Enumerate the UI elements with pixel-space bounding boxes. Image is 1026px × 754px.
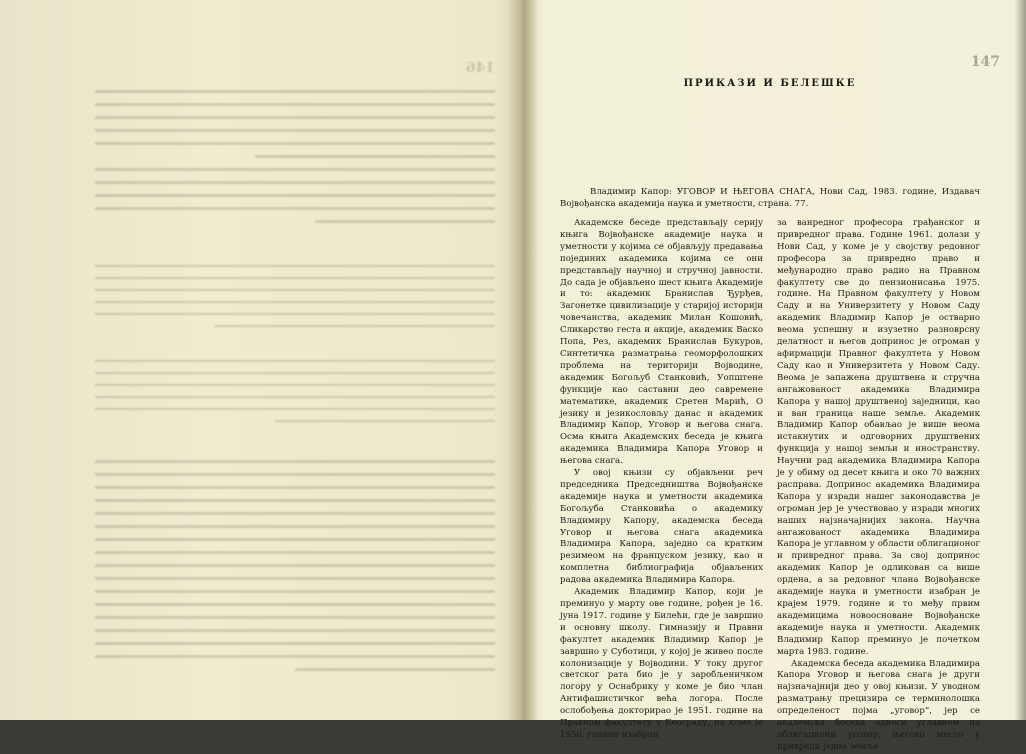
paragraph: Академик Владимир Капор, који је преминуо у марту ове године, рођен је 16. јуна 1917. године у Билећи, где је завршио и основну школу. Гимназију и Правни факултет академик Владимир Капор је завршио у Суботици, у којој је живео после колонизације у Војводини. У току другог светског рата био је у заробљеничком логору у Оснабрику у коме је био члан Антифашистичког већа логора. После ослобођења докторирао је 1951. године на Правном факултету у Београду, на коме је 1956. године изабран	[560, 587, 763, 740]
paragraph: Академске беседе представљају серију књига Војвођанске академије наука и уметности у којима се објављују предавања појединих академика којима се они представљају научној и стручној јавности. До сада је објављено шест књига Академије и то: академик Бранислав Ђурђев, Загонетке цивилизације у старијој историји човечанства, академик Милан Кошовић, Сликарство геста и акције, академик Васко Попа, Рез, академик Бранислав Букуров, Синтетичка разматрања геоморфолошких проблема на територији Војводине, академик Богољуб Станковић, Уопштене функције као саставни део савремене математике, академик Сретен Марић, О језику и језикословљу данас и академик Владимир Капор, Уговор и његова снага. Осма књига Академских беседа је књига академика Владимира Капора Уговор и његова снага.	[560, 218, 763, 467]
ghost-paragraph	[95, 460, 495, 681]
book-gutter	[508, 0, 538, 720]
paragraph: за ванредног професора грађанског и привредног права. Године 1961. долази у Нови Сад, у коме је у својству редовног професора за привредно право и међународно право радио на Правном факултету све до пензионисања 1975. године. На Правном факултету у Новом Саду и на Универзитету у Новом Саду академик Владимир Капор је остварио веома успешну и изузетно разноврсну делатност и његов допринос је огроман у афирмацији Правног факултета у Новом Саду као и Универзитета у Новом Саду. Веома је запажена друштвена и стручна ангажованост академика Владимира Капора у нашој друштвеној заједници, као и ван граница наше земље. Академик Владимир Капор обављао је више веома истакнутих и одговорних друштвених функција у нашој земљи и иностранству. Научни рад академика Владимира Капора је у обиму од десет књига и око 70 важних расправа. Допринос академика Владимира Капора у изради нашег законодавства је огроман јер је учествовао у изради многих наших најзначајнијих закона. Научна ангажованост академика Владимира Капора је углавном у области облигационог и привредног права. За свој допринос академик Капор је одликован са више ордена, а за редовног члана Војвођанске академије наука и уметности изабран је крајем 1979. године и то међу првим академицима новоосноване Војвођанске академије наука и уметности. Академик Владимир Капор преминуо је почетком марта 1983. године.	[777, 218, 980, 657]
ghost-footnotes	[95, 265, 495, 337]
left-page-show-through	[95, 60, 495, 700]
review-imprint: Нови Сад, 1983. године, Издавач Војвођанска академија наука и уметности, страна. 77.	[560, 187, 981, 209]
left-page-number: 146	[465, 60, 495, 76]
section-heading: ПРИКАЗИ И БЕЛЕШКЕ	[683, 78, 857, 89]
ghost-paragraph	[95, 90, 495, 233]
right-page-number: 147	[970, 54, 1000, 70]
right-page	[560, 50, 1000, 752]
paragraph: У овој књизи су објављени реч председника Председништва Војвођанске академије наука и уметности академика Богољуба Станковића о академику Владимиру Капору, академска беседа Уговор и његова снага академика Владимира Капора, заједно са кратким резимеом на француском језику, као и комплетна библиографија објављених радова академика Владимира Капора.	[560, 468, 763, 586]
text-column-left	[560, 218, 763, 742]
book-reference	[560, 186, 980, 210]
ghost-paragraph	[95, 360, 495, 432]
page-edge-shadow	[1014, 0, 1026, 720]
review-author: Владимир Капор:	[590, 187, 672, 197]
review-book-title: УГОВОР И ЊЕГОВА СНАГА,	[677, 187, 815, 197]
text-column-right	[777, 218, 980, 754]
paragraph: Академска беседа академика Владимира Капора Уговор и његова снага је други најзначајнији део у овој књизи. У уводном разматрању прецизира се терминолошка определеност појма „уговор“, јер се академска беседа односи углавном на облигациони уговор, његово место у привреди једне земље	[777, 658, 980, 752]
